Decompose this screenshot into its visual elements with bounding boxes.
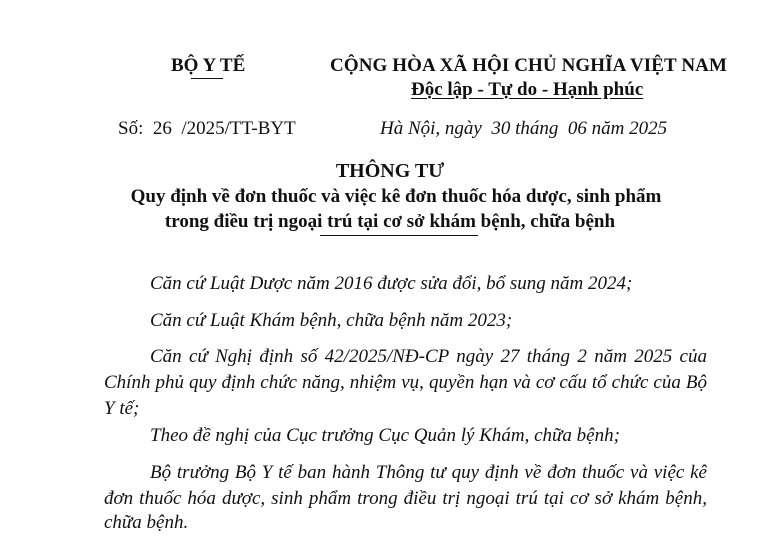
national-title: CỘNG HÒA XÃ HỘI CHỦ NGHĨA VIỆT NAM (330, 55, 727, 76)
document-number-value: 26 (152, 118, 172, 139)
preamble-law-pharmacy: Căn cứ Luật Dược năm 2016 được sửa đổi, bổ sung năm 2024; (150, 273, 633, 294)
preamble-decree-line-1: Căn cứ Nghị định số 42/2025/NĐ-CP ngày 27 tháng 2 năm 2025 của (150, 346, 707, 367)
title-line-1: Quy định về đơn thuốc và việc kê đơn thuốc hóa dược, sinh phẩm (130, 186, 662, 207)
preamble-proposal: Theo đề nghị của Cục trưởng Cục Quản lý Khám, chữa bệnh; (150, 425, 620, 446)
date-day: 30 (491, 118, 511, 139)
preamble-issuance-line-1: Bộ trưởng Bộ Y tế ban hành Thông tư quy định về đơn thuốc và việc kê (150, 462, 707, 483)
preamble-issuance-line-2: đơn thuốc hóa dược, sinh phẩm trong điều trị ngoại trú tại cơ sở khám bệnh, (104, 488, 707, 509)
preamble-issuance-line-3: chữa bệnh. (104, 512, 189, 533)
title-underline (320, 235, 478, 236)
year-label: năm 2025 (591, 118, 668, 139)
date-place (380, 118, 667, 140)
preamble-decree-line-3: Y tế; (104, 398, 140, 419)
preamble-law-medical: Căn cứ Luật Khám bệnh, chữa bệnh năm 2023; (150, 310, 513, 331)
agency-underline (191, 78, 223, 79)
month-label: tháng (515, 118, 559, 139)
document-number (118, 118, 296, 140)
place-label: Hà Nội, ngày (380, 118, 482, 139)
agency-name: BỘ Y TẾ (171, 55, 246, 76)
national-motto: Độc lập - Tự do - Hạnh phúc (411, 79, 644, 100)
date-month: 06 (567, 118, 587, 139)
document-number-suffix: /2025/TT-BYT (181, 118, 296, 139)
title-line-2: trong điều trị ngoại trú tại cơ sở khám bệnh, chữa bệnh (164, 211, 616, 232)
preamble-decree-line-2: Chính phủ quy định chức năng, nhiệm vụ, quyền hạn và cơ cấu tổ chức của Bộ (104, 372, 707, 393)
document-type: THÔNG TƯ (335, 160, 445, 182)
document-number-label: Số: (118, 118, 144, 139)
